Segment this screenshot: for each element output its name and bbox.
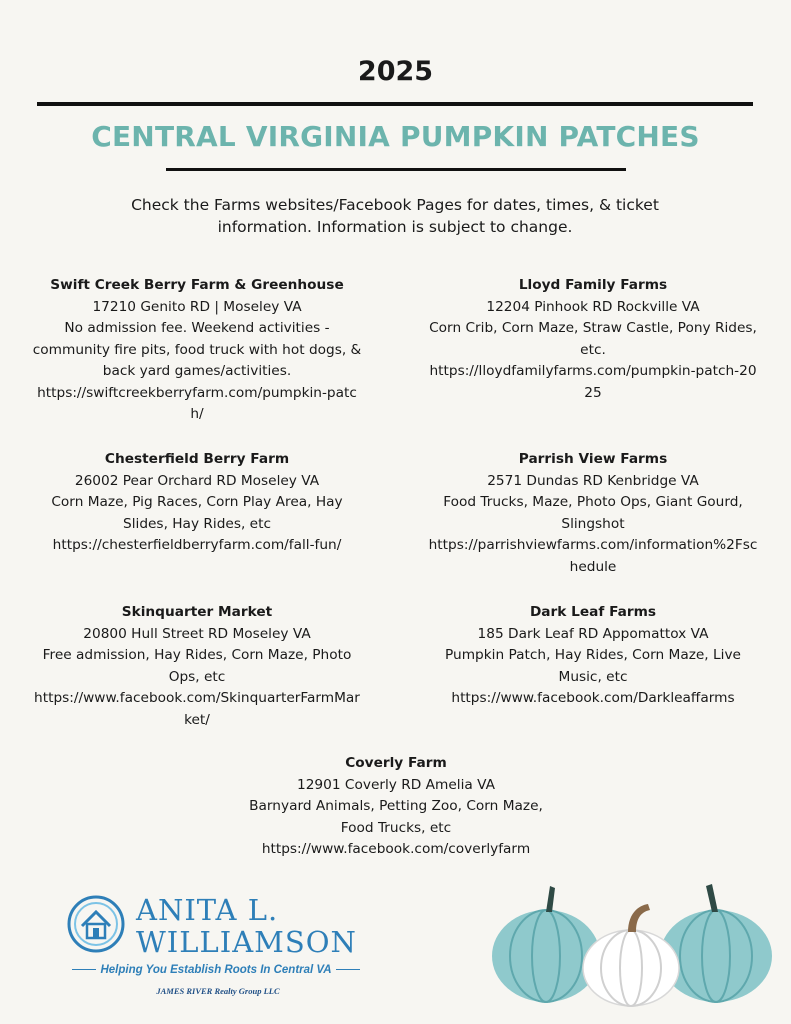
page-title: CENTRAL VIRGINIA PUMPKIN PATCHES — [91, 120, 700, 153]
farm-activities: Corn Crib, Corn Maze, Straw Castle, Pony Rides, etc. — [429, 320, 757, 358]
farm-name: Coverly Farm — [345, 755, 447, 771]
logo-tagline — [66, 964, 366, 976]
farm-address: 185 Dark Leaf RD Appomattox VA — [477, 625, 709, 642]
farm-link[interactable]: https://parrishviewfarms.com/information%2Fschedule — [428, 537, 758, 575]
farm-address: 12204 Pinhook RD Rockville VA — [486, 298, 700, 315]
page-year: 2025 — [357, 56, 434, 87]
farm-link[interactable]: https://swiftcreekberryfarm.com/pumpkin-patch/ — [37, 384, 357, 422]
agent-logo — [66, 892, 376, 1004]
farm-link[interactable]: https://www.facebook.com/Darkleaffarms — [451, 690, 735, 706]
farm-name: Chesterfield Berry Farm — [104, 451, 290, 467]
title-divider — [166, 168, 626, 171]
intro-text — [95, 194, 695, 238]
farm-link[interactable]: https://lloydfamilyfarms.com/pumpkin-patch-2025 — [429, 363, 757, 401]
logo-name — [136, 894, 357, 958]
farm-activities: Food Trucks, Maze, Photo Ops, Giant Gourd, Slingshot — [443, 494, 743, 532]
teal-pumpkin-left — [492, 886, 600, 1002]
farm-name: Lloyd Family Farms — [518, 277, 668, 293]
farm-address: 12901 Coverly RD Amelia VA — [297, 776, 495, 793]
farm-name: Swift Creek Berry Farm & Greenhouse — [50, 277, 344, 293]
intro-line-1: Check the Farms websites/Facebook Pages for dates, times, & ticket — [131, 196, 659, 214]
pumpkins-illustration — [488, 878, 778, 1008]
farm-address: 20800 Hull Street RD Moseley VA — [83, 625, 311, 642]
farm-name: Parrish View Farms — [518, 451, 668, 467]
farm-activities: No admission fee. Weekend activities - community fire pits, food truck with hot dogs, & back yard games/activities. — [32, 320, 362, 379]
farm-skinquarter — [32, 602, 362, 731]
farm-dark-leaf — [428, 602, 758, 710]
logo-company: JAMES RIVER Realty Group LLC — [156, 986, 280, 996]
house-heart-icon — [66, 894, 126, 954]
farm-address: 26002 Pear Orchard RD Moseley VA — [74, 472, 320, 489]
farm-name: Dark Leaf Farms — [529, 604, 657, 620]
farm-activities: Free admission, Hay Rides, Corn Maze, Photo Ops, etc — [42, 647, 352, 685]
farm-name: Skinquarter Market — [121, 604, 273, 620]
logo-tagline-text: Helping You Establish Roots In Central VA — [100, 964, 332, 976]
farm-parrish — [428, 449, 758, 578]
white-pumpkin-center — [583, 904, 679, 1006]
intro-line-2: information. Information is subject to change. — [217, 218, 573, 236]
farm-link[interactable]: https://www.facebook.com/coverlyfarm — [261, 841, 531, 857]
farm-coverly — [231, 753, 561, 861]
farm-activities: Corn Maze, Pig Races, Corn Play Area, Hay Slides, Hay Rides, etc — [51, 494, 343, 532]
farm-link[interactable]: https://www.facebook.com/SkinquarterFarmMarket/ — [34, 690, 360, 728]
farm-activities: Pumpkin Patch, Hay Rides, Corn Maze, Live Music, etc — [445, 647, 741, 685]
logo-name-line-2: WILLIAMSON — [136, 925, 357, 959]
farm-chesterfield — [32, 449, 362, 557]
farm-address: 2571 Dundas RD Kenbridge VA — [487, 472, 699, 489]
farm-activities: Barnyard Animals, Petting Zoo, Corn Maze, Food Trucks, etc — [249, 798, 543, 836]
farm-swift-creek — [32, 275, 362, 426]
farm-lloyd — [428, 275, 758, 404]
top-divider — [37, 102, 753, 106]
teal-pumpkin-right — [660, 884, 772, 1002]
farm-address: 17210 Genito RD | Moseley VA — [92, 298, 302, 315]
logo-name-line-1: ANITA L. — [136, 893, 279, 927]
farm-link[interactable]: https://chesterfieldberryfarm.com/fall-fun/ — [52, 537, 342, 553]
